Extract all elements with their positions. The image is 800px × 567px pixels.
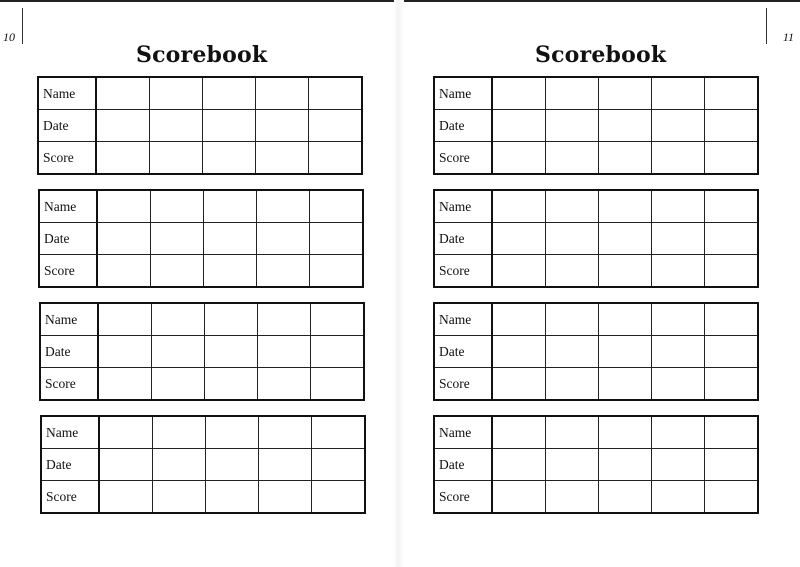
name-label: Name [39,190,97,223]
entry-cell[interactable] [492,255,546,288]
entry-cell[interactable] [492,481,546,514]
entry-cell[interactable] [206,416,259,449]
entry-cell[interactable] [492,142,546,175]
entry-cell[interactable] [652,110,705,142]
date-row [434,223,758,255]
score-row [40,368,364,401]
entry-cell[interactable] [98,336,152,368]
entry-cell[interactable] [546,110,599,142]
score-row [38,142,362,175]
date-row [40,336,364,368]
score-table [40,415,366,514]
page-number-right: 11 [782,30,794,44]
entry-cell[interactable] [652,77,705,110]
name-label: Name [38,77,96,110]
name-row [38,77,362,110]
entry-cell[interactable] [705,336,759,368]
entry-cell[interactable] [705,223,759,255]
entry-cell[interactable] [546,449,599,481]
entry-cell[interactable] [150,77,203,110]
score-table [433,302,759,401]
score-label: Score [39,255,97,288]
entry-cell[interactable] [705,255,759,288]
entry-cell[interactable] [492,336,546,368]
entry-cell[interactable] [652,303,705,336]
entry-cell[interactable] [546,368,599,401]
name-row [41,416,365,449]
entry-cell[interactable] [546,142,599,175]
entry-cell[interactable] [311,303,365,336]
entry-cell[interactable] [492,190,546,223]
page-title-right: Scorebook [535,42,667,68]
entry-cell[interactable] [204,223,257,255]
entry-cell[interactable] [546,481,599,514]
entry-cell[interactable] [311,336,365,368]
score-label: Score [434,368,492,401]
entry-cell[interactable] [96,110,150,142]
left-margin-line [22,8,23,44]
entry-cell[interactable] [492,110,546,142]
entry-cell[interactable] [599,190,652,223]
entry-cell[interactable] [599,481,652,514]
entry-cell[interactable] [705,110,759,142]
entry-cell[interactable] [151,255,204,288]
entry-cell[interactable] [705,368,759,401]
entry-cell[interactable] [206,481,259,514]
entry-cell[interactable] [99,416,153,449]
score-label: Score [41,481,99,514]
entry-cell[interactable] [97,190,151,223]
date-row [434,110,758,142]
entry-cell[interactable] [259,481,312,514]
entry-cell[interactable] [492,303,546,336]
entry-cell[interactable] [150,142,203,175]
entry-cell[interactable] [546,416,599,449]
name-row [39,190,363,223]
entry-cell[interactable] [257,223,310,255]
entry-cell[interactable] [204,255,257,288]
date-label: Date [434,110,492,142]
entry-cell[interactable] [492,368,546,401]
score-table [433,415,759,514]
entry-cell[interactable] [258,303,311,336]
name-label: Name [40,303,98,336]
name-row [434,303,758,336]
entry-cell[interactable] [206,449,259,481]
date-label: Date [39,223,97,255]
entry-cell[interactable] [151,190,204,223]
entry-cell[interactable] [310,255,364,288]
entry-cell[interactable] [205,368,258,401]
entry-cell[interactable] [205,303,258,336]
entry-cell[interactable] [492,77,546,110]
date-row [434,336,758,368]
entry-cell[interactable] [153,449,206,481]
entry-cell[interactable] [153,481,206,514]
entry-cell[interactable] [652,223,705,255]
entry-cell[interactable] [256,142,309,175]
score-table [39,302,365,401]
entry-cell[interactable] [652,336,705,368]
entry-cell[interactable] [652,190,705,223]
entry-cell[interactable] [492,416,546,449]
date-label: Date [434,336,492,368]
entry-cell[interactable] [256,77,309,110]
score-label: Score [434,255,492,288]
entry-cell[interactable] [309,110,363,142]
name-label: Name [434,190,492,223]
entry-cell[interactable] [97,255,151,288]
entry-cell[interactable] [599,77,652,110]
entry-cell[interactable] [599,368,652,401]
name-row [434,190,758,223]
entry-cell[interactable] [652,481,705,514]
entry-cell[interactable] [705,190,759,223]
name-label: Name [434,77,492,110]
entry-cell[interactable] [151,223,204,255]
entry-cell[interactable] [492,449,546,481]
name-label: Name [434,416,492,449]
score-table [433,189,759,288]
entry-cell[interactable] [599,223,652,255]
entry-cell[interactable] [652,416,705,449]
entry-cell[interactable] [652,142,705,175]
left-page [0,0,398,567]
entry-cell[interactable] [258,336,311,368]
date-row [41,449,365,481]
entry-cell[interactable] [546,190,599,223]
entry-cell[interactable] [546,255,599,288]
entry-cell[interactable] [152,336,205,368]
entry-cell[interactable] [153,416,206,449]
entry-cell[interactable] [599,110,652,142]
score-table [433,76,759,175]
entry-cell[interactable] [546,303,599,336]
entry-cell[interactable] [259,416,312,449]
entry-cell[interactable] [203,110,256,142]
date-row [38,110,362,142]
entry-cell[interactable] [310,223,364,255]
entry-cell[interactable] [97,223,151,255]
entry-cell[interactable] [652,449,705,481]
entry-cell[interactable] [599,303,652,336]
entry-cell[interactable] [150,110,203,142]
date-label: Date [434,223,492,255]
date-row [39,223,363,255]
entry-cell[interactable] [259,449,312,481]
score-table [38,189,364,288]
name-row [434,416,758,449]
name-row [434,77,758,110]
right-margin-line [766,8,767,44]
entry-cell[interactable] [705,77,759,110]
entry-cell[interactable] [99,449,153,481]
entry-cell[interactable] [705,481,759,514]
entry-cell[interactable] [312,481,366,514]
score-row [41,481,365,514]
date-label: Date [38,110,96,142]
date-row [434,449,758,481]
entry-cell[interactable] [492,223,546,255]
score-label: Score [434,481,492,514]
date-label: Date [41,449,99,481]
score-table [37,76,363,175]
entry-cell[interactable] [98,368,152,401]
name-row [40,303,364,336]
entry-cell[interactable] [309,142,363,175]
entry-cell[interactable] [705,416,759,449]
entry-cell[interactable] [204,190,257,223]
entry-cell[interactable] [599,142,652,175]
entry-cell[interactable] [652,255,705,288]
entry-cell[interactable] [99,481,153,514]
entry-cell[interactable] [311,368,365,401]
name-label: Name [434,303,492,336]
entry-cell[interactable] [256,110,309,142]
entry-cell[interactable] [705,303,759,336]
name-label: Name [41,416,99,449]
entry-cell[interactable] [652,368,705,401]
entry-cell[interactable] [599,416,652,449]
date-label: Date [40,336,98,368]
score-row [434,481,758,514]
entry-cell[interactable] [312,449,366,481]
page-title-left: Scorebook [136,42,268,68]
entry-cell[interactable] [205,336,258,368]
entry-cell[interactable] [599,255,652,288]
entry-cell[interactable] [257,190,310,223]
entry-cell[interactable] [546,336,599,368]
entry-cell[interactable] [152,368,205,401]
entry-cell[interactable] [96,142,150,175]
entry-cell[interactable] [546,223,599,255]
entry-cell[interactable] [705,449,759,481]
entry-cell[interactable] [203,142,256,175]
entry-cell[interactable] [599,449,652,481]
entry-cell[interactable] [599,336,652,368]
entry-cell[interactable] [310,190,364,223]
entry-cell[interactable] [257,255,310,288]
page-number-left: 10 [3,30,15,44]
date-label: Date [434,449,492,481]
entry-cell[interactable] [203,77,256,110]
score-row [39,255,363,288]
entry-cell[interactable] [309,77,363,110]
entry-cell[interactable] [98,303,152,336]
entry-cell[interactable] [546,77,599,110]
entry-cell[interactable] [258,368,311,401]
score-row [434,255,758,288]
score-label: Score [40,368,98,401]
score-label: Score [434,142,492,175]
right-page [398,0,800,567]
entry-cell[interactable] [152,303,205,336]
entry-cell[interactable] [312,416,366,449]
score-row [434,142,758,175]
score-label: Score [38,142,96,175]
entry-cell[interactable] [96,77,150,110]
entry-cell[interactable] [705,142,759,175]
score-row [434,368,758,401]
